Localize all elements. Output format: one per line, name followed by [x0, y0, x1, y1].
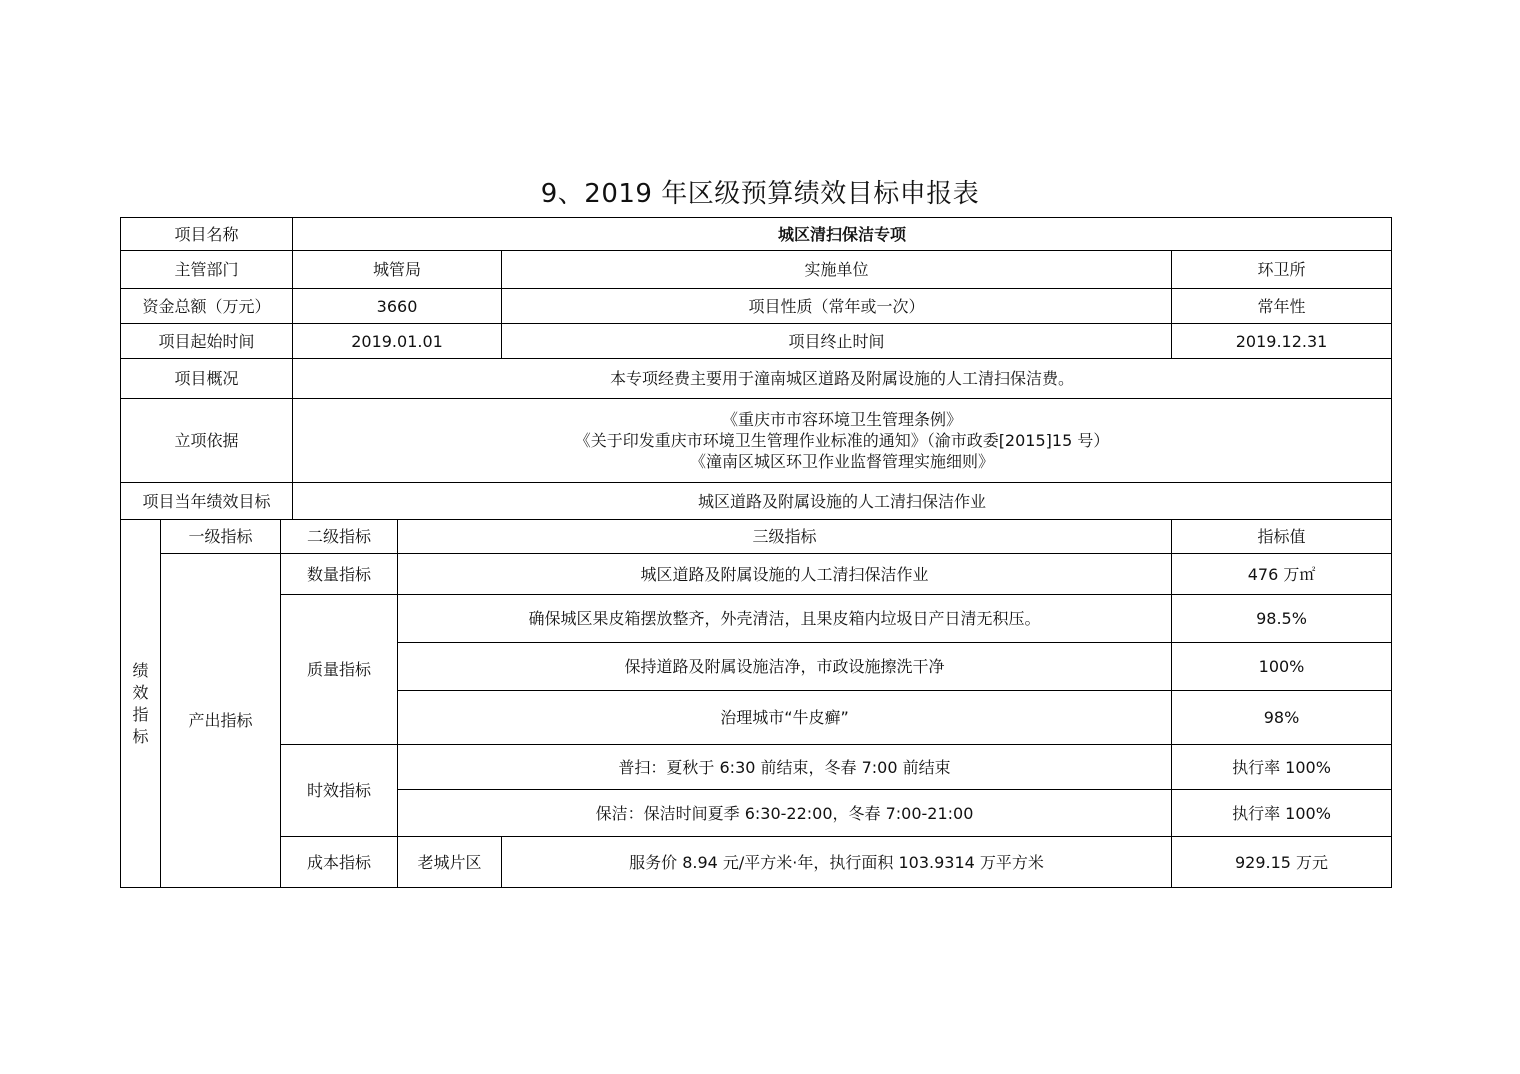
- project-nature-value: 常年性: [1172, 289, 1392, 324]
- fund-total-label: 资金总额（万元）: [121, 289, 293, 324]
- cost-label: 成本指标: [281, 837, 398, 888]
- quantity-item-text: 城区道路及附属设施的人工清扫保洁作业: [398, 554, 1172, 595]
- row-basis: [121, 399, 1392, 483]
- header-level3: 三级指标: [398, 520, 1172, 554]
- overview-value: 本专项经费主要用于潼南城区道路及附属设施的人工清扫保洁费。: [293, 359, 1392, 399]
- project-name-value: 城区清扫保洁专项: [293, 218, 1392, 251]
- project-nature-label: 项目性质（常年或一次）: [502, 289, 1172, 324]
- start-date-label: 项目起始时间: [121, 324, 293, 359]
- indicator-section-text: 绩效指标: [132, 660, 149, 746]
- indicator-section-label: [121, 520, 161, 888]
- quality-item-text: 治理城市“牛皮癣”: [398, 691, 1172, 745]
- implementer-value: 环卫所: [1172, 251, 1392, 289]
- budget-target-table: [120, 217, 1392, 888]
- header-value: 指标值: [1172, 520, 1392, 554]
- basis-value: [293, 399, 1392, 483]
- basis-line: 《重庆市市容环境卫生管理条例》: [722, 410, 963, 429]
- department-value: 城管局: [293, 251, 502, 289]
- implementer-label: 实施单位: [502, 251, 1172, 289]
- cost-item-text: 服务价 8.94 元/平方米·年，执行面积 103.9314 万平方米: [502, 837, 1172, 888]
- basis-label: 立项依据: [121, 399, 293, 483]
- quality-item-text: 确保城区果皮箱摆放整齐，外壳清洁，且果皮箱内垃圾日产日清无积压。: [398, 595, 1172, 643]
- cost-area: 老城片区: [398, 837, 502, 888]
- project-name-label: 项目名称: [121, 218, 293, 251]
- timeliness-label: 时效指标: [281, 745, 398, 837]
- row-department: [121, 251, 1392, 289]
- row-fund: [121, 289, 1392, 324]
- timeliness-item-text: 保洁：保洁时间夏季 6:30-22:00，冬春 7:00-21:00: [398, 790, 1172, 837]
- end-date-value: 2019.12.31: [1172, 324, 1392, 359]
- overview-label: 项目概况: [121, 359, 293, 399]
- table-row: [121, 837, 1392, 888]
- table-row: [121, 595, 1392, 643]
- quality-item-value: 100%: [1172, 643, 1392, 691]
- annual-goal-label: 项目当年绩效目标: [121, 483, 293, 520]
- annual-goal-value: 城区道路及附属设施的人工清扫保洁作业: [293, 483, 1392, 520]
- quality-item-text: 保持道路及附属设施洁净，市政设施擦洗干净: [398, 643, 1172, 691]
- table-row: [121, 745, 1392, 790]
- cost-item-value: 929.15 万元: [1172, 837, 1392, 888]
- row-period: [121, 324, 1392, 359]
- row-indicator-header: [121, 520, 1392, 554]
- department-label: 主管部门: [121, 251, 293, 289]
- quality-label: 质量指标: [281, 595, 398, 745]
- row-annual-goal: [121, 483, 1392, 520]
- page-title: 9、2019 年区级预算绩效目标申报表: [540, 179, 980, 209]
- quantity-label: 数量指标: [281, 554, 398, 595]
- fund-total-value: 3660: [293, 289, 502, 324]
- start-date-value: 2019.01.01: [293, 324, 502, 359]
- timeliness-item-text: 普扫：夏秋于 6:30 前结束，冬春 7:00 前结束: [398, 745, 1172, 790]
- timeliness-item-value: 执行率 100%: [1172, 745, 1392, 790]
- quantity-item-value: 476 万㎡: [1172, 554, 1392, 595]
- quality-item-value: 98%: [1172, 691, 1392, 745]
- basis-line: 《潼南区城区环卫作业监督管理实施细则》: [690, 452, 995, 471]
- row-overview: [121, 359, 1392, 399]
- basis-line: 《关于印发重庆市环境卫生管理作业标准的通知》（渝市政委[2015]15 号）: [574, 431, 1110, 450]
- level1-output-label: 产出指标: [161, 554, 281, 888]
- header-level1: 一级指标: [161, 520, 281, 554]
- timeliness-item-value: 执行率 100%: [1172, 790, 1392, 837]
- header-level2: 二级指标: [281, 520, 398, 554]
- row-project-name: [121, 218, 1392, 251]
- table-row: [121, 554, 1392, 595]
- quality-item-value: 98.5%: [1172, 595, 1392, 643]
- end-date-label: 项目终止时间: [502, 324, 1172, 359]
